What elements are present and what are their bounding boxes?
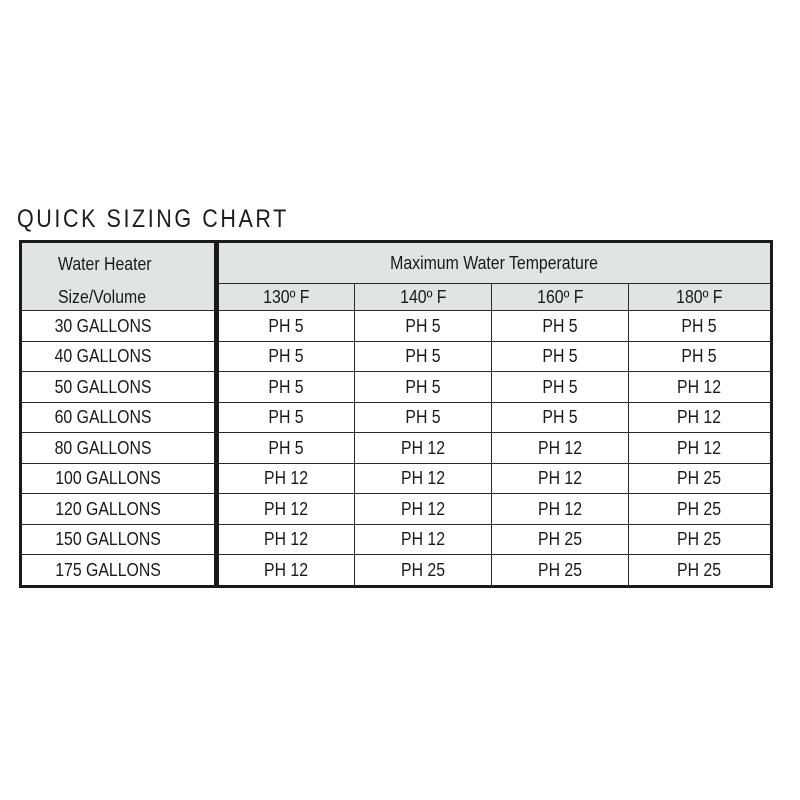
model-cell: PH 12 [217, 494, 355, 525]
size-header-line1: Water Heater [57, 254, 152, 274]
table-row [21, 433, 772, 464]
size-header-line2: Size/Volume [57, 287, 147, 307]
size-cell: 80 GALLONS [21, 433, 217, 464]
model-cell: PH 25 [355, 555, 492, 587]
temperature-group-header: Maximum Water Temperature [217, 242, 772, 284]
model-cell: PH 25 [629, 463, 772, 494]
model-cell: PH 5 [492, 311, 629, 342]
size-column-header [21, 242, 217, 311]
model-cell: PH 5 [217, 402, 355, 433]
model-cell: PH 12 [217, 463, 355, 494]
page-title: QUICK SIZING CHART [17, 205, 289, 233]
table-row [21, 463, 772, 494]
size-cell: 100 GALLONS [21, 463, 217, 494]
table-body [21, 311, 772, 587]
model-cell: PH 5 [492, 402, 629, 433]
model-cell: PH 12 [492, 433, 629, 464]
sizing-table [19, 240, 773, 588]
model-cell: PH 5 [629, 341, 772, 372]
model-cell: PH 25 [492, 524, 629, 555]
table-row [21, 402, 772, 433]
model-cell: PH 5 [492, 341, 629, 372]
table-row [21, 494, 772, 525]
temp-header-180: 180º F [629, 284, 772, 311]
model-cell: PH 5 [492, 372, 629, 403]
model-cell: PH 25 [629, 524, 772, 555]
model-cell: PH 25 [629, 494, 772, 525]
table-row [21, 341, 772, 372]
size-cell: 50 GALLONS [21, 372, 217, 403]
model-cell: PH 12 [217, 524, 355, 555]
model-cell: PH 5 [217, 372, 355, 403]
table-row [21, 524, 772, 555]
table-row [21, 372, 772, 403]
model-cell: PH 12 [629, 372, 772, 403]
size-cell: 120 GALLONS [21, 494, 217, 525]
temp-header-160: 160º F [492, 284, 629, 311]
model-cell: PH 12 [629, 402, 772, 433]
size-cell: 30 GALLONS [21, 311, 217, 342]
size-cell: 40 GALLONS [21, 341, 217, 372]
model-cell: PH 12 [217, 555, 355, 587]
table-row [21, 311, 772, 342]
size-cell: 150 GALLONS [21, 524, 217, 555]
model-cell: PH 12 [492, 463, 629, 494]
model-cell: PH 5 [217, 433, 355, 464]
model-cell: PH 5 [217, 311, 355, 342]
model-cell: PH 12 [355, 524, 492, 555]
size-cell: 175 GALLONS [21, 555, 217, 587]
model-cell: PH 12 [492, 494, 629, 525]
model-cell: PH 5 [629, 311, 772, 342]
model-cell: PH 12 [355, 463, 492, 494]
model-cell: PH 12 [355, 494, 492, 525]
model-cell: PH 12 [629, 433, 772, 464]
model-cell: PH 25 [492, 555, 629, 587]
temp-header-140: 140º F [355, 284, 492, 311]
model-cell: PH 12 [355, 433, 492, 464]
model-cell: PH 5 [217, 341, 355, 372]
temp-header-130: 130º F [217, 284, 355, 311]
model-cell: PH 5 [355, 402, 492, 433]
model-cell: PH 5 [355, 341, 492, 372]
table-row [21, 555, 772, 587]
model-cell: PH 25 [629, 555, 772, 587]
size-cell: 60 GALLONS [21, 402, 217, 433]
model-cell: PH 5 [355, 372, 492, 403]
model-cell: PH 5 [355, 311, 492, 342]
